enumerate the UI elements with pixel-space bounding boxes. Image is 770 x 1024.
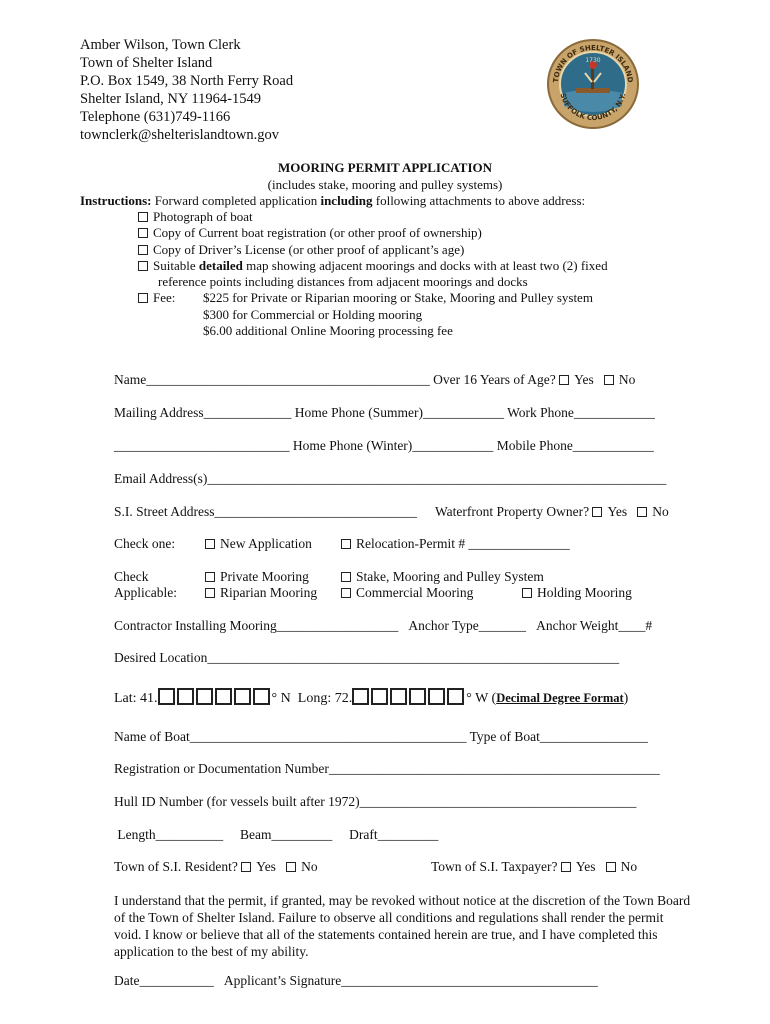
photo-label: Photograph of boat	[153, 209, 253, 224]
age-no-checkbox[interactable]	[604, 375, 614, 385]
length-field[interactable]: Length__________	[117, 827, 224, 842]
waterfront-question: Waterfront Property Owner?	[435, 504, 593, 519]
attachment-fee	[138, 290, 175, 306]
map-text-b: map showing adjacent moorings and docks with at least two (2) fixed	[242, 258, 608, 273]
taxpayer-yes-checkbox[interactable]	[561, 862, 571, 872]
private-mooring-label: Private Mooring	[220, 569, 309, 584]
clerk-name: Amber Wilson, Town Clerk	[80, 37, 241, 53]
commercial-option	[341, 585, 473, 601]
seal-bottom-text: SUFFOLK COUNTY, N.Y.	[558, 92, 628, 123]
certification-statement: I understand that the permit, if granted, may be revoked without notice at the discretion of the Town Board of the Town of Shelter Island. Failure to observe all conditions and regulations shall render the permit void. I know or believe that all of the statements contained herein are true, and I have completed this application to the best of my ability.	[114, 893, 691, 959]
check-applicable-label-1: Check	[114, 569, 149, 584]
long-digit-5[interactable]	[428, 688, 445, 705]
long-digit-1[interactable]	[352, 688, 369, 705]
lat-digit-1[interactable]	[158, 688, 175, 705]
photo-checkbox[interactable]	[138, 212, 148, 222]
waterfront-yes-checkbox[interactable]	[592, 507, 602, 517]
fee-label: Fee:	[153, 290, 176, 305]
mobile-phone-field[interactable]: Mobile Phone____________	[493, 438, 654, 453]
name-row	[114, 372, 635, 388]
date-field[interactable]: Date___________	[114, 973, 214, 988]
long-digit-3[interactable]	[390, 688, 407, 705]
age-question: Over 16 Years of Age?	[429, 372, 560, 387]
attachment-photo	[138, 209, 253, 225]
stake-option	[341, 569, 544, 585]
commercial-mooring-label: Commercial Mooring	[356, 585, 474, 600]
riparian-mooring-label: Riparian Mooring	[220, 585, 318, 600]
new-application-label: New Application	[220, 536, 312, 551]
map-text-bold: detailed	[198, 258, 243, 273]
signature-row	[114, 973, 598, 989]
home-phone-winter-field[interactable]: Home Phone (Winter)____________	[289, 438, 494, 453]
street-row	[114, 504, 417, 520]
seal-year: 1730	[585, 57, 601, 64]
email-address: townclerk@shelterislandtown.gov	[80, 127, 279, 143]
relocation-option	[341, 536, 570, 552]
clerk-contact-block	[80, 36, 293, 144]
instructions-line	[80, 193, 585, 209]
license-label: Copy of Driver’s License (or other proof of applicant’s age)	[153, 242, 465, 257]
resident-no-label: No	[301, 859, 318, 874]
attachment-map	[138, 258, 608, 274]
resident-yes-label: Yes	[256, 859, 276, 874]
check-one-label: Check one:	[114, 536, 176, 551]
boat-type-field[interactable]: Type of Boat________________	[466, 729, 648, 744]
email-field[interactable]: Email Address(s)____________________________________________________________________	[114, 471, 667, 486]
new-application-option	[205, 536, 312, 552]
desired-location-field[interactable]: Desired Location_____________________________________________________________	[114, 650, 620, 665]
registration-label: Copy of Current boat registration (or other proof of ownership)	[153, 225, 482, 240]
instructions-label: Instructions:	[80, 193, 152, 208]
lat-digit-2[interactable]	[177, 688, 194, 705]
commercial-mooring-checkbox[interactable]	[341, 588, 351, 598]
dimensions-row	[114, 827, 438, 843]
work-phone-field[interactable]: Work Phone____________	[503, 405, 655, 420]
license-checkbox[interactable]	[138, 245, 148, 255]
draft-field[interactable]: Draft_________	[349, 827, 439, 842]
private-mooring-checkbox[interactable]	[205, 572, 215, 582]
resident-group	[114, 859, 318, 875]
close-paren: )	[623, 691, 629, 706]
attachment-license	[138, 242, 464, 258]
stake-mooring-checkbox[interactable]	[341, 572, 351, 582]
hull-id-field[interactable]: Hull ID Number (for vessels built after 1972)_________________________________________	[114, 794, 637, 809]
waterfront-no-label: No	[652, 504, 669, 519]
holding-mooring-checkbox[interactable]	[522, 588, 532, 598]
resident-question: Town of S.I. Resident?	[114, 859, 242, 874]
long-digit-2[interactable]	[371, 688, 388, 705]
resident-no-checkbox[interactable]	[286, 862, 296, 872]
mailing-address-line2-field[interactable]: __________________________	[114, 438, 290, 453]
po-box: P.O. Box 1549, 38 North Ferry Road	[80, 73, 294, 89]
taxpayer-yes-label: Yes	[575, 859, 596, 874]
lat-suffix: ° N	[271, 691, 291, 706]
riparian-mooring-checkbox[interactable]	[205, 588, 215, 598]
taxpayer-group	[431, 859, 637, 875]
fee-line-3: $6.00 additional Online Mooring processing fee	[203, 323, 453, 338]
waterfront-yes-label: Yes	[607, 504, 628, 519]
map-checkbox[interactable]	[138, 261, 148, 271]
attachment-registration	[138, 225, 482, 241]
form-title: MOORING PERMIT APPLICATION	[277, 160, 493, 175]
lat-digit-4[interactable]	[215, 688, 232, 705]
long-digit-4[interactable]	[409, 688, 426, 705]
mailing-row	[114, 405, 655, 421]
town-seal-icon	[546, 38, 640, 130]
age-yes-label: Yes	[574, 372, 594, 387]
waterfront-group	[435, 504, 669, 520]
taxpayer-question: Town of S.I. Taxpayer?	[431, 859, 561, 874]
age-yes-checkbox[interactable]	[559, 375, 569, 385]
name-field[interactable]: Name__________________________________________	[114, 372, 430, 387]
telephone: Telephone (631)749-1166	[80, 109, 231, 125]
resident-yes-checkbox[interactable]	[241, 862, 251, 872]
boat-row	[114, 729, 648, 745]
holding-option	[522, 585, 632, 601]
address-line-2-row	[114, 438, 654, 454]
lat-digit-5[interactable]	[234, 688, 251, 705]
map-text-a: Suitable	[153, 258, 199, 273]
waterfront-no-checkbox[interactable]	[637, 507, 647, 517]
riparian-option	[205, 585, 317, 601]
map-line-2: reference points including distances from adjacent moorings and docks	[158, 274, 528, 289]
long-suffix: ° W (	[466, 691, 497, 706]
seal-top-text: TOWN OF SHELTER ISLAND	[551, 43, 635, 83]
fee-line-2: $300 for Commercial or Holding mooring	[203, 307, 423, 322]
instructions-text-b: following attachments to above address:	[372, 193, 586, 208]
anchor-weight-field[interactable]: Anchor Weight____#	[536, 618, 653, 633]
relocation-permit-field[interactable]: Relocation-Permit # _______________	[356, 536, 570, 551]
stake-mooring-label: Stake, Mooring and Pulley System	[356, 569, 544, 584]
beam-field[interactable]: Beam_________	[240, 827, 333, 842]
holding-mooring-label: Holding Mooring	[537, 585, 632, 600]
town-name: Town of Shelter Island	[80, 55, 213, 71]
signature-field[interactable]: Applicant’s Signature______________________________________	[223, 973, 598, 988]
age-no-label: No	[618, 372, 636, 387]
check-applicable-label-2: Applicable:	[114, 585, 177, 600]
long-digit-6[interactable]	[447, 688, 464, 705]
contractor-row	[114, 618, 652, 634]
relocation-checkbox[interactable]	[341, 539, 351, 549]
lat-digit-3[interactable]	[196, 688, 213, 705]
registration-checkbox[interactable]	[138, 228, 148, 238]
fee-line-1: $225 for Private or Riparian mooring or Stake, Mooring and Pulley system	[203, 290, 593, 305]
long-label: Long: 72.	[297, 691, 353, 706]
lat-long-row	[114, 688, 628, 707]
lat-label: Lat: 41.	[114, 691, 158, 706]
contractor-field[interactable]: Contractor Installing Mooring__________________	[114, 618, 399, 633]
decimal-format-note: Decimal Degree Format	[496, 691, 624, 705]
mailing-address-field[interactable]: Mailing Address_____________	[114, 405, 292, 420]
lat-digit-6[interactable]	[253, 688, 270, 705]
boat-name-field[interactable]: Name of Boat_________________________________________	[114, 729, 467, 744]
instructions-text-bold: including	[320, 193, 373, 208]
taxpayer-no-checkbox[interactable]	[606, 862, 616, 872]
taxpayer-no-label: No	[620, 859, 638, 874]
private-option	[205, 569, 309, 585]
home-phone-summer-field[interactable]: Home Phone (Summer)____________	[291, 405, 504, 420]
instructions-text-a: Forward completed application	[154, 193, 321, 208]
fee-checkbox[interactable]	[138, 293, 148, 303]
new-application-checkbox[interactable]	[205, 539, 215, 549]
form-subtitle: (includes stake, mooring and pulley systems)	[267, 177, 503, 192]
city-state-zip: Shelter Island, NY 11964-1549	[80, 91, 261, 107]
anchor-type-field[interactable]: Anchor Type_______	[408, 618, 527, 633]
street-address-field[interactable]: S.I. Street Address______________________________	[114, 504, 417, 519]
registration-number-field[interactable]: Registration or Documentation Number_________________________________________________	[114, 761, 660, 776]
